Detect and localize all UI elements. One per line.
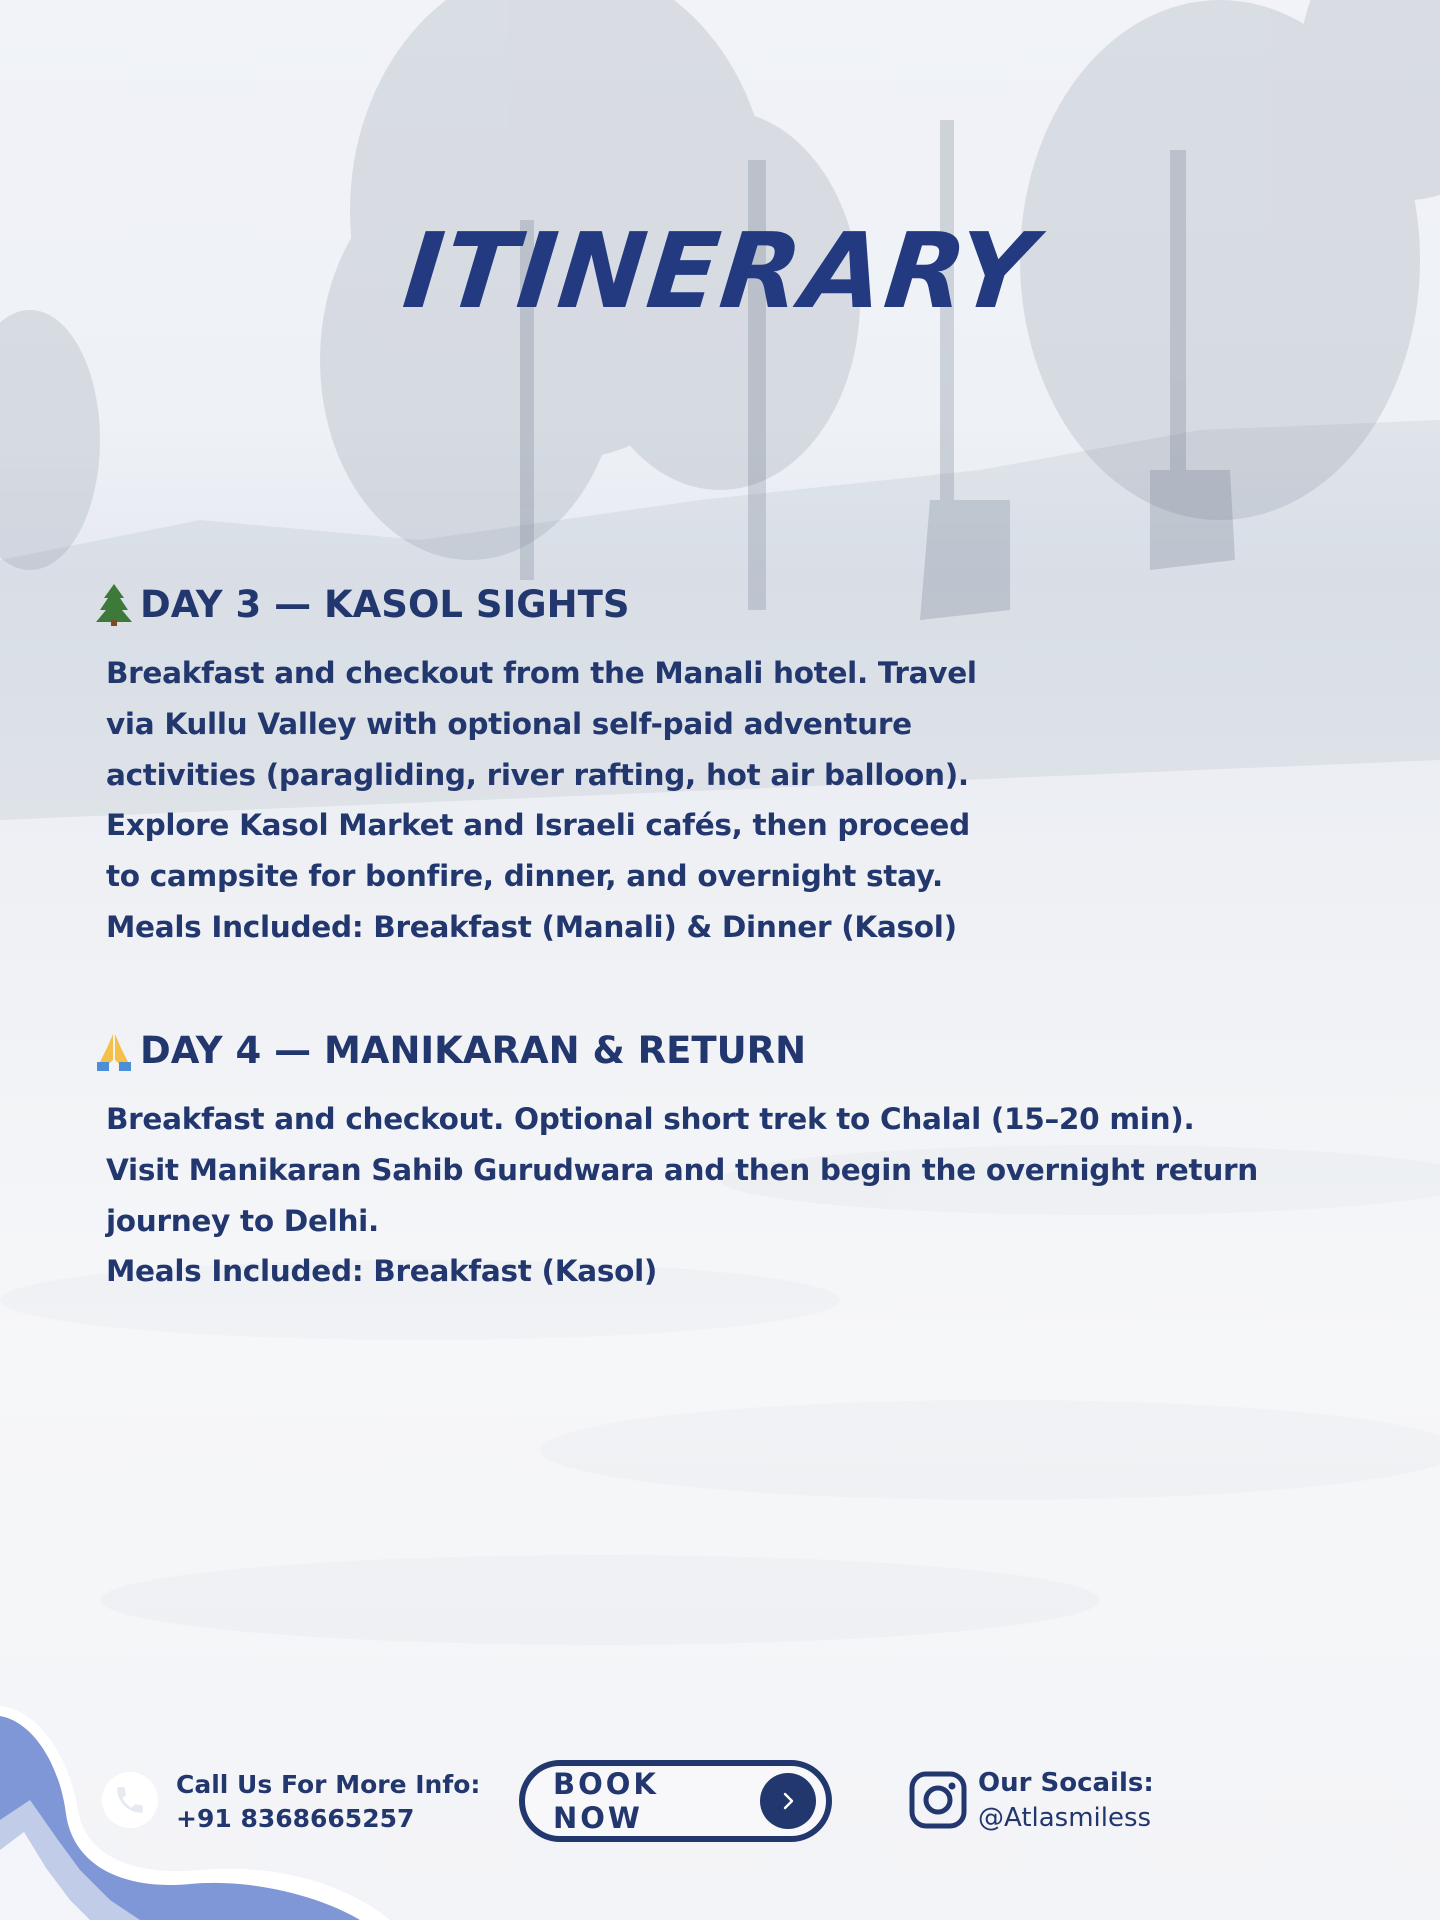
day-description bbox=[106, 648, 977, 953]
day-line: Explore Kasol Market and Israeli cafés, then proceed bbox=[106, 808, 970, 843]
call-label: Call Us For More Info: bbox=[176, 1770, 481, 1799]
call-info bbox=[176, 1768, 480, 1836]
day-line: activities (paragliding, river rafting, hot air balloon). bbox=[106, 757, 969, 792]
day-line: via Kullu Valley with optional self-paid adventure bbox=[106, 706, 912, 741]
day-line: to campsite for bonfire, dinner, and overnight stay. bbox=[106, 859, 943, 894]
day-line: Breakfast and checkout. Optional short trek to Chalal (15–20 min). bbox=[106, 1102, 1195, 1136]
phone-number[interactable]: +91 8368665257 bbox=[176, 1804, 415, 1833]
day-line: Breakfast and checkout from the Manali hotel. Travel bbox=[106, 656, 977, 690]
meals-line: Meals Included: Breakfast (Manali) & Dinner (Kasol) bbox=[106, 909, 957, 944]
phone-handset-icon bbox=[113, 1783, 147, 1817]
book-now-button[interactable] bbox=[519, 1760, 832, 1842]
day-3-section bbox=[94, 578, 977, 953]
instagram-icon[interactable] bbox=[908, 1770, 968, 1830]
meals-line: Meals Included: Breakfast (Kasol) bbox=[106, 1254, 658, 1289]
book-now-label: BOOK NOW bbox=[553, 1767, 659, 1835]
socials-label: Our Socails: bbox=[978, 1768, 1154, 1798]
day-description bbox=[106, 1094, 1258, 1297]
day-heading-text: DAY 4 — MANIKARAN & RETURN bbox=[140, 1028, 807, 1072]
day-4-section bbox=[94, 1024, 1258, 1297]
phone-icon bbox=[102, 1772, 158, 1828]
day-heading-text: DAY 3 — KASOL SIGHTS bbox=[140, 582, 630, 626]
socials-handle[interactable]: @Atlasmiless bbox=[978, 1803, 1152, 1833]
folded-hands-icon bbox=[94, 1028, 134, 1072]
tree-icon bbox=[94, 582, 134, 626]
day-line: journey to Delhi. bbox=[106, 1203, 379, 1238]
chevron-right-icon bbox=[760, 1773, 816, 1829]
day-heading bbox=[94, 578, 977, 630]
page-title: ITINERARY bbox=[398, 210, 1042, 332]
socials-info bbox=[978, 1766, 1154, 1836]
day-heading bbox=[94, 1024, 1258, 1076]
day-line: Visit Manikaran Sahib Gurudwara and then begin the overnight return bbox=[106, 1152, 1258, 1187]
